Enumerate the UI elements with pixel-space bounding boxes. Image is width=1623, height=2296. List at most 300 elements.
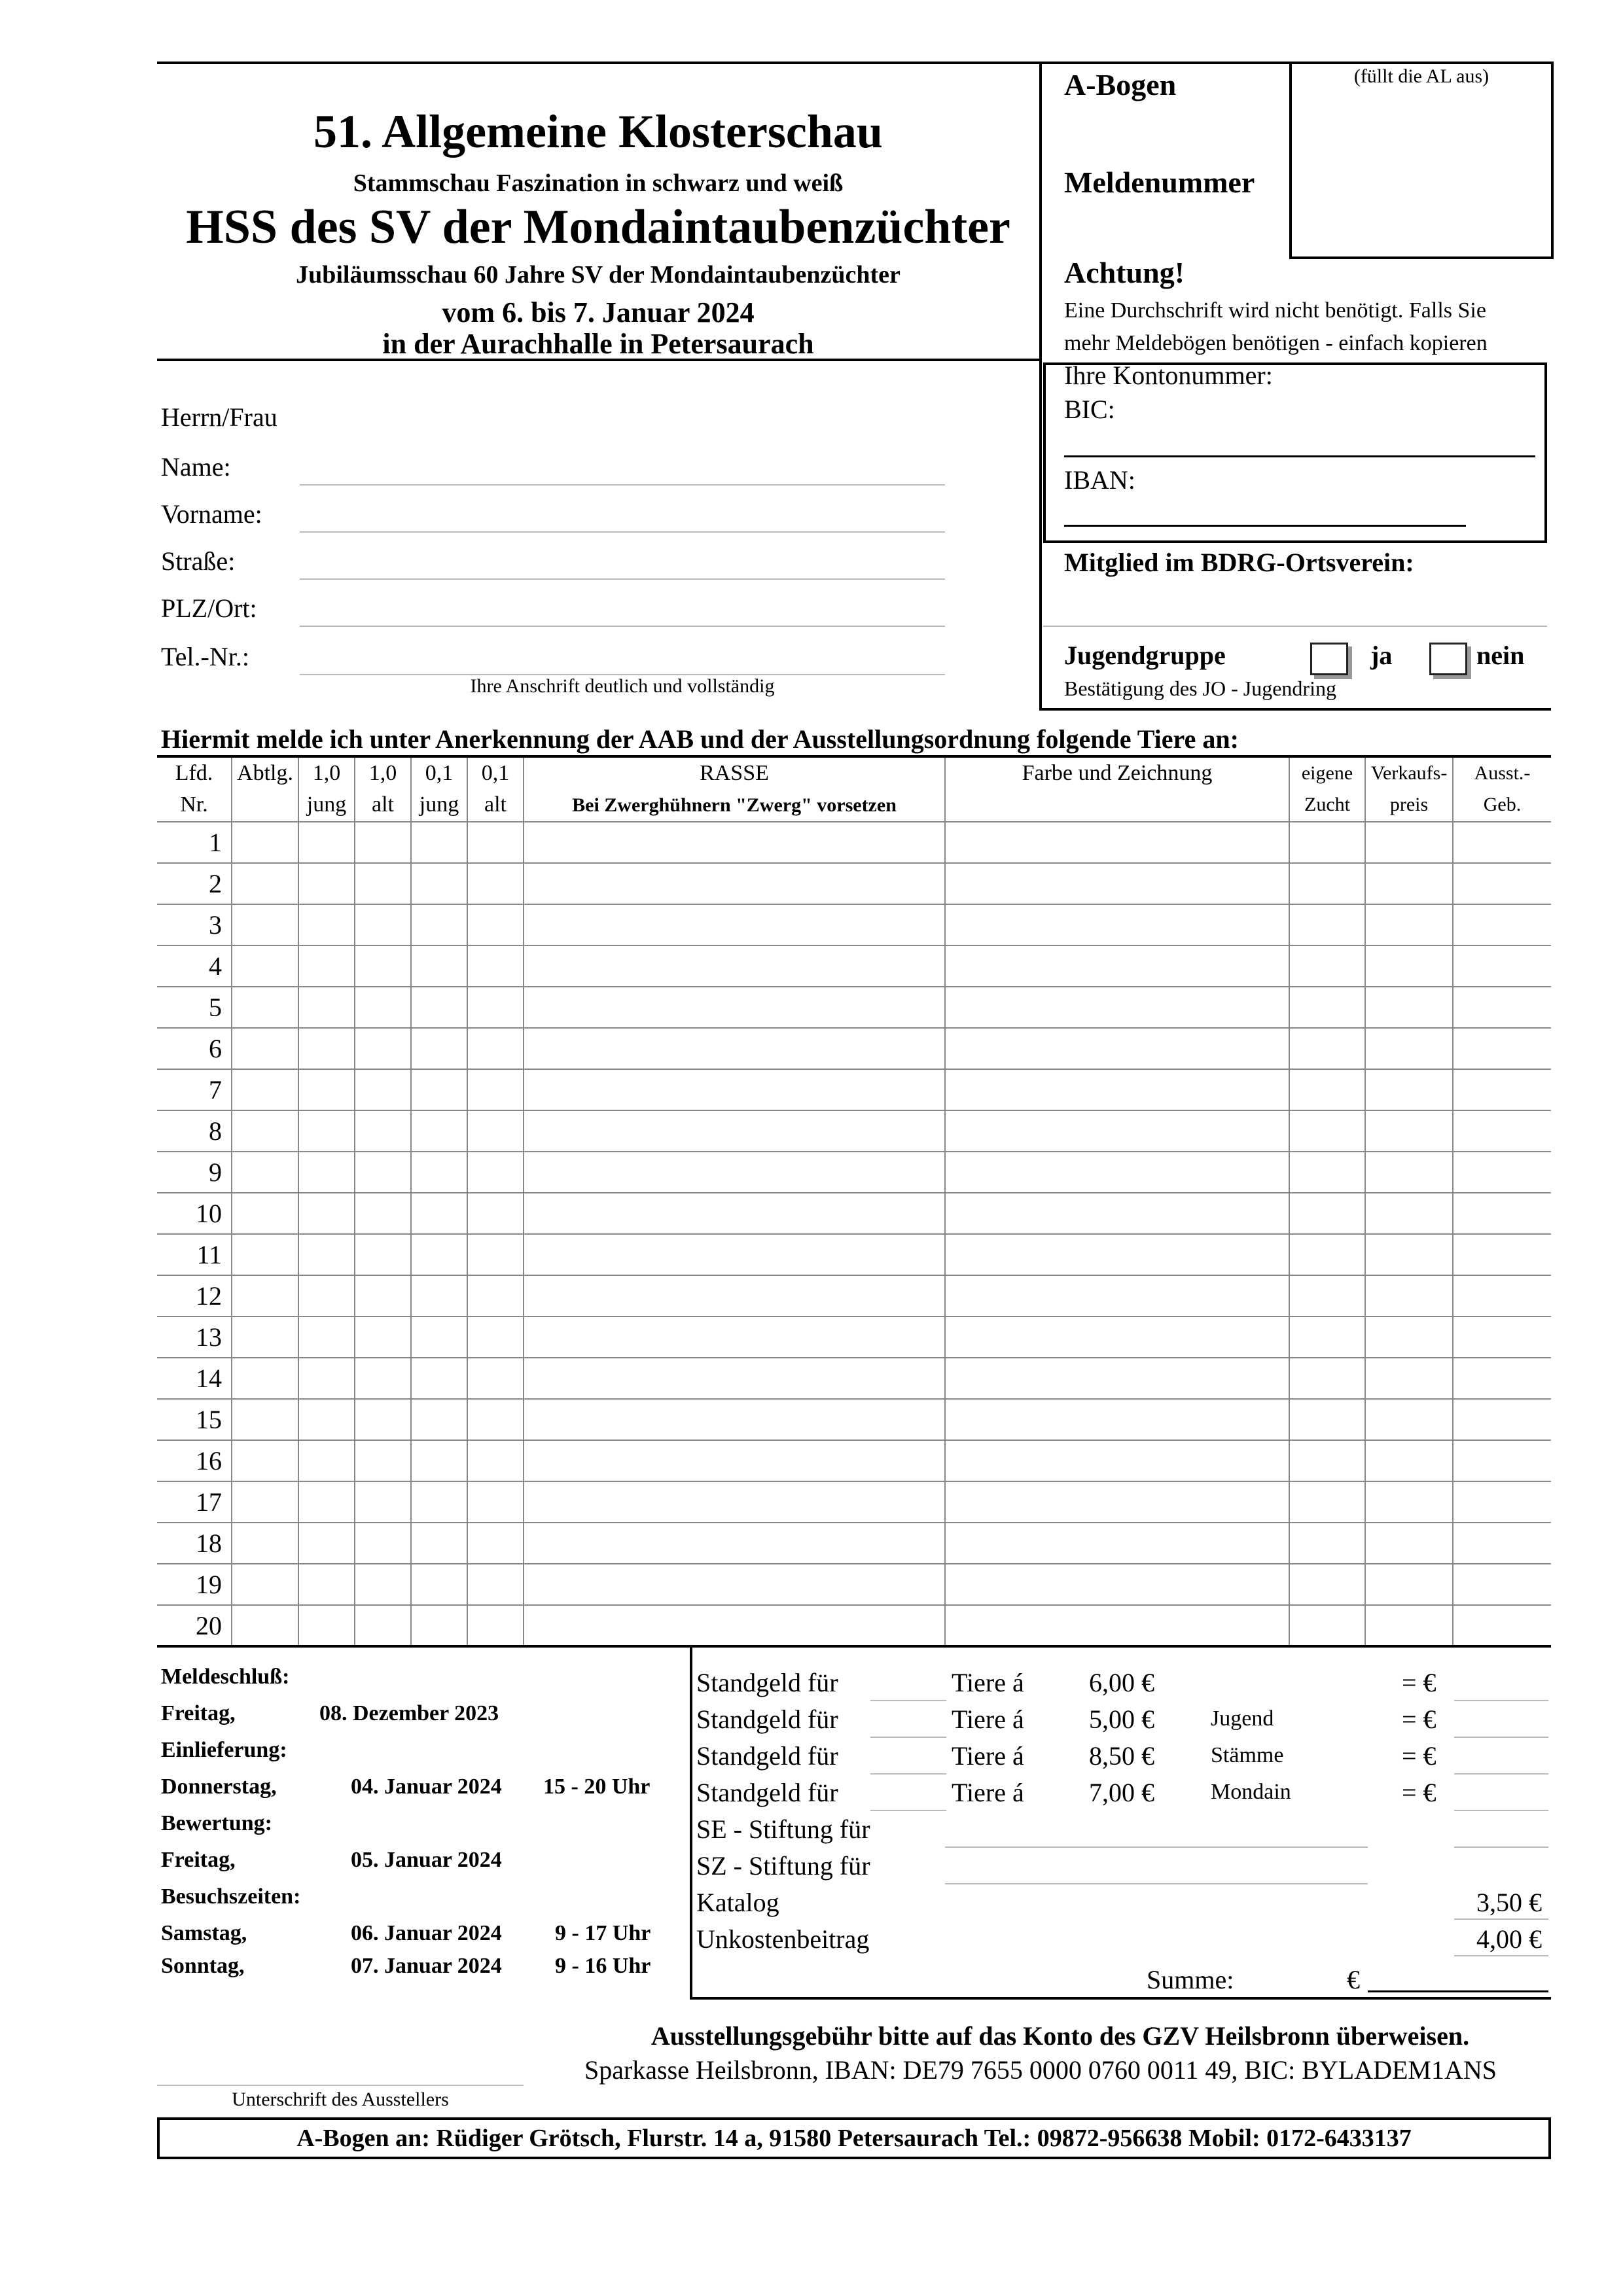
mitglied-field[interactable] — [1043, 626, 1547, 627]
sz-stiftung-label: SZ - Stiftung für — [696, 1851, 870, 1881]
entry-cell[interactable] — [1453, 1399, 1551, 1440]
entry-cell[interactable] — [1365, 1028, 1453, 1069]
fee-box-left-border — [690, 1646, 692, 2000]
freitag1-date: 08. Dezember 2023 — [319, 1701, 499, 1725]
equals-euro: = € — [1402, 1778, 1436, 1807]
entry-cell[interactable] — [1453, 1481, 1551, 1523]
entry-cell[interactable] — [467, 1028, 524, 1069]
entry-cell[interactable] — [945, 1523, 1289, 1564]
a-bogen-label: A-Bogen — [1064, 68, 1177, 101]
entry-cell[interactable] — [524, 1028, 945, 1069]
entry-cell[interactable] — [411, 1069, 467, 1110]
sonntag-label: Sonntag, — [161, 1954, 245, 1978]
entry-cell[interactable] — [232, 1028, 298, 1069]
signature-label: Unterschrift des Ausstellers — [232, 2089, 449, 2110]
name-field[interactable] — [300, 484, 945, 486]
entry-cell[interactable] — [1365, 945, 1453, 987]
entry-cell[interactable] — [411, 1028, 467, 1069]
entry-cell[interactable] — [298, 863, 355, 904]
row-number: 18 — [157, 1523, 232, 1564]
declaration: Hiermit melde ich unter Anerkennung der AAB und der Ausstellungsordnung folgende Tiere an: — [161, 724, 1239, 754]
entry-cell[interactable] — [1289, 1069, 1365, 1110]
entry-cell[interactable] — [232, 1564, 298, 1605]
entry-cell[interactable] — [1289, 1523, 1365, 1564]
entry-cell[interactable] — [467, 1152, 524, 1193]
entry-cell[interactable] — [524, 945, 945, 987]
entry-cell[interactable] — [298, 1399, 355, 1440]
standgeld-label: Standgeld für — [696, 1778, 838, 1807]
entry-cell[interactable] — [232, 1110, 298, 1152]
iban-field[interactable] — [1064, 525, 1466, 527]
entry-cell[interactable] — [524, 987, 945, 1028]
entry-cell[interactable] — [467, 1110, 524, 1152]
achtung-note-line1: Eine Durchschrift wird nicht benötigt. Falls Sie — [1064, 298, 1486, 323]
entry-cell[interactable] — [411, 1564, 467, 1605]
entry-cell[interactable] — [1289, 1564, 1365, 1605]
entry-cell[interactable] — [1289, 1481, 1365, 1523]
entry-cell[interactable] — [945, 1234, 1289, 1275]
standgeld-count-field[interactable] — [870, 1737, 946, 1738]
entry-cell[interactable] — [411, 1605, 467, 1646]
entry-cell[interactable] — [1365, 1440, 1453, 1481]
entry-cell[interactable] — [298, 1110, 355, 1152]
entry-cell[interactable] — [1365, 863, 1453, 904]
entry-cell[interactable] — [1365, 1358, 1453, 1399]
table-row — [157, 1440, 1551, 1481]
entry-cell[interactable] — [524, 863, 945, 904]
standgeld-category: Jugend — [1211, 1706, 1274, 1731]
entry-cell[interactable] — [411, 863, 467, 904]
entry-cell[interactable] — [1453, 1152, 1551, 1193]
entry-cell[interactable] — [298, 1193, 355, 1234]
entry-cell[interactable] — [355, 822, 411, 863]
entry-cell[interactable] — [232, 1440, 298, 1481]
entry-cell[interactable] — [232, 1275, 298, 1316]
entry-cell[interactable] — [1365, 1399, 1453, 1440]
entry-cell[interactable] — [232, 945, 298, 987]
entry-cell[interactable] — [1365, 987, 1453, 1028]
entry-cell[interactable] — [1289, 1605, 1365, 1646]
standgeld-label: Standgeld für — [696, 1741, 838, 1771]
standgeld-amount-field[interactable] — [1454, 1700, 1548, 1701]
entry-cell[interactable] — [355, 1358, 411, 1399]
row-number: 14 — [157, 1358, 232, 1399]
summe-field[interactable] — [1368, 1990, 1548, 1992]
standgeld-amount-field[interactable] — [1454, 1773, 1548, 1775]
mitglied-label: Mitglied im BDRG-Ortsverein: — [1064, 548, 1414, 577]
entry-cell[interactable] — [355, 904, 411, 945]
subtitle-jubilaeum: Jubiläumsschau 60 Jahre SV der Mondaintaubenzüchter — [296, 261, 901, 289]
sz-stiftung-field[interactable] — [945, 1883, 1368, 1884]
entry-cell[interactable] — [1365, 1234, 1453, 1275]
entry-cell[interactable] — [1289, 1316, 1365, 1358]
entry-cell[interactable] — [1365, 1523, 1453, 1564]
entry-cell[interactable] — [1453, 1564, 1551, 1605]
equals-euro: = € — [1402, 1668, 1436, 1697]
entry-cell[interactable] — [1365, 1564, 1453, 1605]
entry-cell[interactable] — [1365, 1605, 1453, 1646]
entry-cell[interactable] — [232, 904, 298, 945]
entry-cell[interactable] — [411, 945, 467, 987]
entry-cell[interactable] — [945, 1069, 1289, 1110]
freitag1-label: Freitag, — [161, 1701, 236, 1725]
entry-cell[interactable] — [524, 1234, 945, 1275]
row-number: 7 — [157, 1069, 232, 1110]
entry-cell[interactable] — [467, 904, 524, 945]
entry-cell[interactable] — [232, 1481, 298, 1523]
entry-cell[interactable] — [355, 1564, 411, 1605]
bank-account-title: Ihre Kontonummer: — [1064, 361, 1273, 390]
bewertung-label: Bewertung: — [161, 1811, 272, 1835]
sonntag-time: 9 - 16 Uhr — [555, 1954, 651, 1978]
samstag-date: 06. Januar 2024 — [351, 1921, 502, 1945]
table-row — [157, 1069, 1551, 1110]
entry-cell[interactable] — [1289, 1399, 1365, 1440]
vorname-label: Vorname: — [161, 499, 262, 529]
entry-cell[interactable] — [467, 1399, 524, 1440]
entry-cell[interactable] — [467, 1275, 524, 1316]
entry-cell[interactable] — [298, 1605, 355, 1646]
title-hss: HSS des SV der Mondaintaubenzüchter — [186, 200, 1010, 254]
col-rasse: RASSE Bei Zwerghühnern "Zwerg" vorsetzen — [524, 758, 945, 822]
bic-field[interactable] — [1064, 455, 1535, 457]
entry-cell[interactable] — [298, 1481, 355, 1523]
address-note: Ihre Anschrift deutlich und vollständig — [470, 675, 775, 697]
entry-cell[interactable] — [467, 987, 524, 1028]
row-number: 6 — [157, 1028, 232, 1069]
entry-cell[interactable] — [411, 1193, 467, 1234]
entry-cell[interactable] — [411, 1440, 467, 1481]
entry-cell[interactable] — [232, 1523, 298, 1564]
entry-cell[interactable] — [1289, 822, 1365, 863]
transfer-note: Ausstellungsgebühr bitte auf das Konto des GZV Heilsbronn überweisen. — [651, 2021, 1470, 2051]
entry-cell[interactable] — [411, 1316, 467, 1358]
entry-cell[interactable] — [1365, 1275, 1453, 1316]
entry-cell[interactable] — [1453, 904, 1551, 945]
equals-euro: = € — [1402, 1704, 1436, 1734]
entry-cell[interactable] — [355, 1399, 411, 1440]
entry-cell[interactable] — [945, 1399, 1289, 1440]
vorname-field[interactable] — [300, 531, 945, 533]
ja-checkbox[interactable] — [1310, 643, 1348, 675]
entry-cell[interactable] — [1365, 1316, 1453, 1358]
entry-cell[interactable] — [1289, 945, 1365, 987]
entry-cell[interactable] — [1453, 1440, 1551, 1481]
entry-cell[interactable] — [411, 1523, 467, 1564]
entry-cell[interactable] — [945, 904, 1289, 945]
col-verkaufspreis: Verkaufs- preis — [1365, 758, 1453, 822]
entry-cell[interactable] — [467, 1234, 524, 1275]
achtung-label: Achtung! — [1064, 256, 1185, 289]
row-number: 9 — [157, 1152, 232, 1193]
entry-cell[interactable] — [524, 1110, 945, 1152]
entry-cell[interactable] — [945, 1358, 1289, 1399]
plz-ort-label: PLZ/Ort: — [161, 593, 257, 623]
entry-cell[interactable] — [1289, 1234, 1365, 1275]
samstag-label: Samstag, — [161, 1921, 247, 1945]
entry-cell[interactable] — [524, 822, 945, 863]
table-row — [157, 1481, 1551, 1523]
entry-cell[interactable] — [355, 1069, 411, 1110]
row-number: 10 — [157, 1193, 232, 1234]
entry-cell[interactable] — [1453, 1069, 1551, 1110]
entry-cell[interactable] — [232, 1399, 298, 1440]
tiere-label: Tiere á — [952, 1741, 1024, 1771]
entry-cell[interactable] — [945, 945, 1289, 987]
entry-cell[interactable] — [411, 1399, 467, 1440]
entry-cell[interactable] — [945, 1028, 1289, 1069]
entry-cell[interactable] — [524, 1069, 945, 1110]
entry-cell[interactable] — [1453, 1028, 1551, 1069]
entry-cell[interactable] — [467, 1440, 524, 1481]
entry-cell[interactable] — [298, 987, 355, 1028]
entry-cell[interactable] — [524, 1523, 945, 1564]
entry-cell[interactable] — [945, 863, 1289, 904]
standgeld-price: 8,50 € — [1089, 1741, 1154, 1771]
samstag-time: 9 - 17 Uhr — [555, 1921, 651, 1945]
entry-cell[interactable] — [945, 1605, 1289, 1646]
standgeld-price: 7,00 € — [1089, 1778, 1154, 1807]
entry-cell[interactable] — [1453, 1193, 1551, 1234]
entry-cell[interactable] — [1289, 1275, 1365, 1316]
fee-box-bottom-border — [690, 1997, 1551, 2000]
entry-cell[interactable] — [945, 1193, 1289, 1234]
entry-cell[interactable] — [467, 1564, 524, 1605]
entries-table — [157, 758, 1551, 1648]
entry-cell[interactable] — [1365, 1152, 1453, 1193]
entry-cell[interactable] — [524, 1564, 945, 1605]
entry-cell[interactable] — [232, 1358, 298, 1399]
entry-cell[interactable] — [1453, 1234, 1551, 1275]
row-number: 20 — [157, 1605, 232, 1646]
unkosten-label: Unkostenbeitrag — [696, 1924, 870, 1954]
col-eigene-zucht: eigene Zucht — [1289, 758, 1365, 822]
entry-cell[interactable] — [355, 1234, 411, 1275]
entry-cell[interactable] — [355, 1152, 411, 1193]
tel-label: Tel.-Nr.: — [161, 642, 249, 671]
table-row — [157, 1193, 1551, 1234]
entry-cell[interactable] — [355, 1440, 411, 1481]
standgeld-amount-field[interactable] — [1454, 1810, 1548, 1811]
entry-cell[interactable] — [1453, 863, 1551, 904]
entry-cell[interactable] — [298, 1523, 355, 1564]
row-number: 17 — [157, 1481, 232, 1523]
entry-cell[interactable] — [298, 1358, 355, 1399]
signature-field[interactable] — [157, 2085, 524, 2086]
entry-cell[interactable] — [232, 1234, 298, 1275]
entry-cell[interactable] — [1453, 1523, 1551, 1564]
entry-cell[interactable] — [1289, 904, 1365, 945]
entry-cell[interactable] — [298, 1152, 355, 1193]
entry-cell[interactable] — [232, 1152, 298, 1193]
entry-cell[interactable] — [232, 822, 298, 863]
row-number: 13 — [157, 1316, 232, 1358]
standgeld-count-field[interactable] — [870, 1773, 946, 1775]
entry-cell[interactable] — [355, 1110, 411, 1152]
entry-cell[interactable] — [355, 1523, 411, 1564]
entry-cell[interactable] — [524, 1399, 945, 1440]
entry-cell[interactable] — [298, 1316, 355, 1358]
entry-cell[interactable] — [411, 1110, 467, 1152]
entry-cell[interactable] — [467, 1069, 524, 1110]
entry-cell[interactable] — [524, 1440, 945, 1481]
entry-cell[interactable] — [355, 863, 411, 904]
entry-cell[interactable] — [524, 1152, 945, 1193]
entry-cell[interactable] — [355, 945, 411, 987]
standgeld-label: Standgeld für — [696, 1668, 838, 1697]
entry-cell[interactable] — [232, 1316, 298, 1358]
entry-cell[interactable] — [945, 1275, 1289, 1316]
entry-cell[interactable] — [411, 1275, 467, 1316]
se-stiftung-amount[interactable] — [1454, 1846, 1548, 1848]
entry-cell[interactable] — [411, 1234, 467, 1275]
standgeld-amount-field[interactable] — [1454, 1737, 1548, 1738]
entry-cell[interactable] — [411, 904, 467, 945]
row-number: 3 — [157, 904, 232, 945]
entry-cell[interactable] — [945, 987, 1289, 1028]
entry-cell[interactable] — [467, 863, 524, 904]
entry-cell[interactable] — [945, 1110, 1289, 1152]
entry-cell[interactable] — [1365, 1193, 1453, 1234]
entry-cell[interactable] — [1453, 945, 1551, 987]
entry-cell[interactable] — [1289, 1358, 1365, 1399]
entry-cell[interactable] — [411, 987, 467, 1028]
entry-cell[interactable] — [411, 1481, 467, 1523]
entry-cell[interactable] — [411, 1358, 467, 1399]
row-number: 5 — [157, 987, 232, 1028]
entry-cell[interactable] — [1365, 1481, 1453, 1523]
col-01-alt: 0,1 alt — [467, 758, 524, 822]
entry-cell[interactable] — [355, 1275, 411, 1316]
row-number: 16 — [157, 1440, 232, 1481]
entry-cell[interactable] — [1453, 1110, 1551, 1152]
strasse-field[interactable] — [300, 578, 945, 580]
entry-cell[interactable] — [1289, 1193, 1365, 1234]
entry-cell[interactable] — [467, 1358, 524, 1399]
show-date: vom 6. bis 7. Januar 2024 — [442, 296, 755, 328]
entry-cell[interactable] — [945, 1152, 1289, 1193]
entry-cell[interactable] — [355, 1605, 411, 1646]
entry-cell[interactable] — [1289, 1440, 1365, 1481]
entry-cell[interactable] — [298, 1234, 355, 1275]
entry-cell[interactable] — [298, 822, 355, 863]
entry-cell[interactable] — [355, 1193, 411, 1234]
entry-cell[interactable] — [524, 1605, 945, 1646]
entry-cell[interactable] — [467, 822, 524, 863]
entry-cell[interactable] — [1289, 1028, 1365, 1069]
entry-cell[interactable] — [1453, 1316, 1551, 1358]
table-row — [157, 1523, 1551, 1564]
entry-cell[interactable] — [1365, 822, 1453, 863]
standgeld-count-field[interactable] — [870, 1810, 946, 1811]
entry-cell[interactable] — [298, 1028, 355, 1069]
entry-cell[interactable] — [411, 1152, 467, 1193]
entry-cell[interactable] — [1365, 904, 1453, 945]
nein-checkbox[interactable] — [1429, 643, 1467, 675]
entry-cell[interactable] — [1453, 822, 1551, 863]
entry-cell[interactable] — [355, 1316, 411, 1358]
freitag2-label: Freitag, — [161, 1848, 236, 1872]
entry-cell[interactable] — [524, 1358, 945, 1399]
entry-cell[interactable] — [1453, 987, 1551, 1028]
herr-frau-label: Herrn/Frau — [161, 402, 277, 432]
entry-cell[interactable] — [298, 1069, 355, 1110]
entry-cell[interactable] — [467, 1481, 524, 1523]
entry-cell[interactable] — [467, 1605, 524, 1646]
entry-cell[interactable] — [1289, 863, 1365, 904]
entry-cell[interactable] — [298, 1275, 355, 1316]
name-label: Name: — [161, 452, 231, 482]
besuchszeiten-label: Besuchszeiten: — [161, 1884, 301, 1909]
entry-cell[interactable] — [524, 1193, 945, 1234]
entry-cell[interactable] — [1453, 1358, 1551, 1399]
entry-cell[interactable] — [232, 1069, 298, 1110]
entry-cell[interactable] — [355, 987, 411, 1028]
entry-cell[interactable] — [524, 1481, 945, 1523]
entry-cell[interactable] — [232, 987, 298, 1028]
entry-cell[interactable] — [1453, 1605, 1551, 1646]
subtitle-stammschau: Stammschau Faszination in schwarz und weiß — [353, 169, 844, 197]
plz-ort-field[interactable] — [300, 626, 945, 627]
col-10-alt: 1,0 alt — [355, 758, 411, 822]
standgeld-label: Standgeld für — [696, 1704, 838, 1734]
entry-cell[interactable] — [945, 1440, 1289, 1481]
entry-cell[interactable] — [467, 1523, 524, 1564]
ja-label: ja — [1370, 641, 1393, 670]
entry-cell[interactable] — [232, 1605, 298, 1646]
entry-cell[interactable] — [1289, 1152, 1365, 1193]
entry-cell[interactable] — [945, 822, 1289, 863]
achtung-note-line2: mehr Meldebögen benötigen - einfach kopieren — [1064, 331, 1488, 355]
entry-cell[interactable] — [1453, 1275, 1551, 1316]
entry-cell[interactable] — [945, 1481, 1289, 1523]
meldeschluss-label: Meldeschluß: — [161, 1665, 290, 1689]
entry-cell[interactable] — [1365, 1110, 1453, 1152]
entry-cell[interactable] — [232, 1193, 298, 1234]
row-number: 15 — [157, 1399, 232, 1440]
entry-cell[interactable] — [524, 904, 945, 945]
entry-cell[interactable] — [524, 1275, 945, 1316]
standgeld-count-field[interactable] — [870, 1700, 946, 1701]
entry-cell[interactable] — [1289, 987, 1365, 1028]
entry-cell[interactable] — [467, 1193, 524, 1234]
col-10-jung: 1,0 jung — [298, 758, 355, 822]
entry-cell[interactable] — [524, 1316, 945, 1358]
entry-cell[interactable] — [298, 945, 355, 987]
entry-cell[interactable] — [467, 1316, 524, 1358]
entry-cell[interactable] — [355, 1481, 411, 1523]
entry-cell[interactable] — [298, 904, 355, 945]
donnerstag-label: Donnerstag, — [161, 1775, 277, 1799]
se-stiftung-field[interactable] — [945, 1846, 1368, 1848]
entry-cell[interactable] — [298, 1440, 355, 1481]
entry-cell[interactable] — [467, 945, 524, 987]
jo-note: Bestätigung des JO - Jugendring — [1064, 677, 1336, 700]
standgeld-price: 5,00 € — [1089, 1704, 1154, 1734]
entry-cell[interactable] — [945, 1316, 1289, 1358]
col-farbe: Farbe und Zeichnung — [945, 758, 1289, 822]
entry-cell[interactable] — [945, 1564, 1289, 1605]
entry-cell[interactable] — [355, 1028, 411, 1069]
entry-cell[interactable] — [1289, 1110, 1365, 1152]
meldenummer-box[interactable] — [1289, 62, 1554, 259]
entry-cell[interactable] — [232, 863, 298, 904]
row-number: 2 — [157, 863, 232, 904]
entry-cell[interactable] — [298, 1564, 355, 1605]
entry-cell[interactable] — [411, 822, 467, 863]
entry-cell[interactable] — [1365, 1069, 1453, 1110]
katalog-price: 3,50 € — [1476, 1888, 1542, 1917]
